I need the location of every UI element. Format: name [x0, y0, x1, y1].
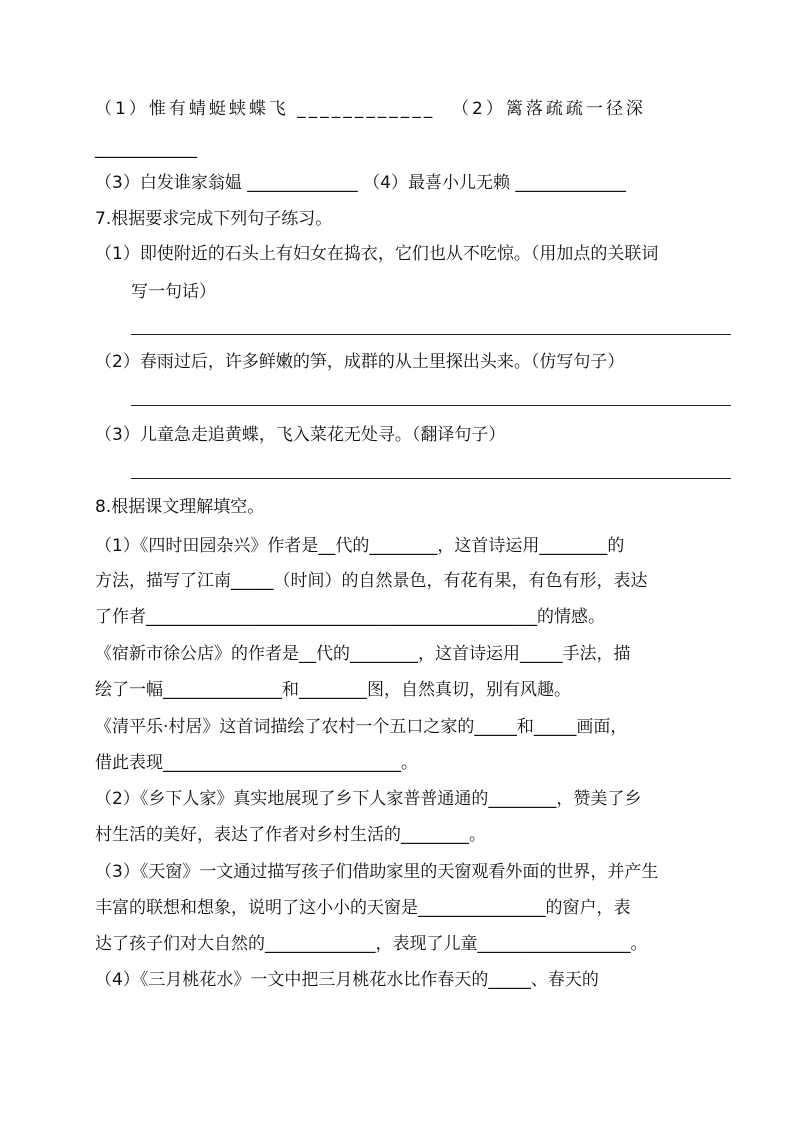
- q7-item-3: （3）儿童急走追黄蝶，飞入菜花无处寻。（翻译句子）: [95, 425, 506, 445]
- q8-item-3-line-2: 丰富的联想和想象，说明了这小小的天窗是_______________的窗户，表: [95, 898, 631, 918]
- q8-item-4-line-1: （4）《三月桃花水》一文中把三月桃花水比作春天的_____、春天的: [95, 970, 599, 990]
- q7-title: 7.根据要求完成下列句子练习。: [95, 209, 333, 229]
- q8-item-2-line-2: 村生活的美好，表达了作者对乡村生活的________。: [95, 825, 486, 845]
- q7-item-1-answer-line[interactable]: [131, 334, 731, 335]
- q6-line-2: ____________: [95, 139, 197, 159]
- q7-item-2-answer-line[interactable]: [131, 405, 731, 406]
- q8-item-1-line-3: 了作者______________________________________________的情感。: [95, 607, 605, 627]
- q8-item-1-line-2: 方法，描写了江南_____（时间）的自然景色，有花有果，有色有形，表达: [95, 571, 648, 591]
- q6-line-1: （1）惟有蜻蜓蛱蝶飞 ____________ （2）篱落疏疏一径深: [95, 99, 646, 119]
- q8-item-1-line-1: （1）《四时田园杂兴》作者是__代的________，这首诗运用________的: [95, 536, 625, 556]
- q8-item-3-line-3: 达了孩子们对大自然的_____________，表现了儿童__________________。: [95, 934, 648, 954]
- q8-item-1-line-4: 《宿新市徐公店》的作者是__代的________，这首诗运用_____手法，描: [95, 644, 631, 664]
- q8-item-1-line-6: 《清平乐·村居》这首词描绘了农村一个五口之家的_____和_____画面，: [95, 717, 628, 737]
- q6-line-3: （3）白发谁家翁媪 _____________ （4）最喜小儿无赖 _____________: [95, 173, 626, 193]
- q7-item-3-answer-line[interactable]: [131, 478, 731, 479]
- q8-item-1-line-5: 绘了一幅______________和________图，自然真切，别有风趣。: [95, 680, 571, 700]
- q7-item-1-line-1: （1）即使附近的石头上有妇女在捣衣，它们也从不吃惊。（用加点的关联词: [95, 244, 659, 264]
- q8-item-1-line-7: 借此表现____________________________。: [95, 753, 418, 773]
- q7-item-1-line-2: 写一句话）: [131, 282, 216, 302]
- q8-item-3-line-1: （3）《天窗》一文通过描写孩子们借助家里的天窗观看外面的世界，并产生: [95, 862, 659, 882]
- q8-title: 8.根据课文理解填空。: [95, 497, 265, 517]
- q7-item-2: （2）春雨过后，许多鲜嫩的笋，成群的从土里探出头来。（仿写句子）: [95, 352, 625, 372]
- q8-item-2-line-1: （2）《乡下人家》真实地展现了乡下人家普普通通的________，赞美了乡: [95, 789, 642, 809]
